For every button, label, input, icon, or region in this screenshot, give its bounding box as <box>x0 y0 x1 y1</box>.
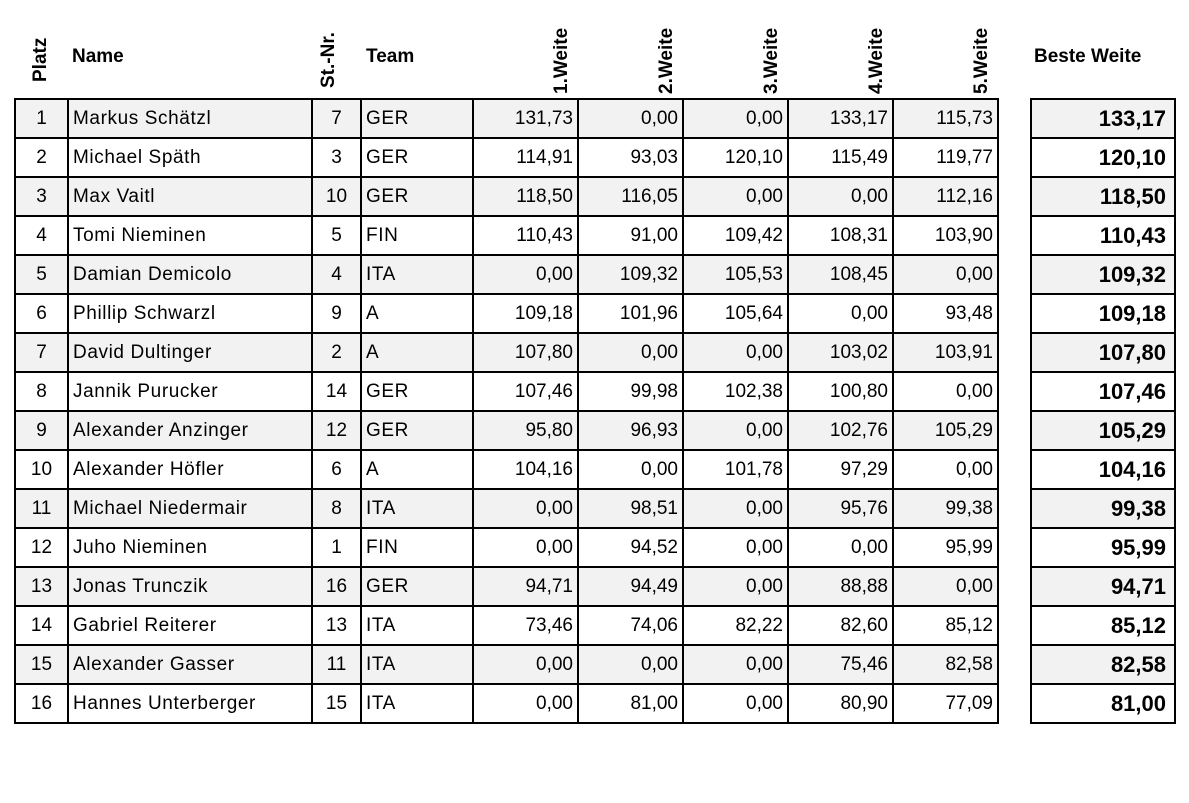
start-number-cell: 13 <box>312 606 361 645</box>
header-weite-3: 3.Weite <box>761 27 782 94</box>
weite-3-cell: 0,00 <box>683 645 788 684</box>
best-weite-cell: 109,18 <box>1031 294 1175 333</box>
weite-4-cell: 0,00 <box>788 528 893 567</box>
start-number-cell: 16 <box>312 567 361 606</box>
name-cell: Max Vaitl <box>68 177 312 216</box>
weite-4-cell: 115,49 <box>788 138 893 177</box>
platz-cell: 7 <box>15 333 68 372</box>
best-row <box>1031 645 1175 684</box>
best-weite-cell: 81,00 <box>1031 684 1175 723</box>
header-team: Team <box>366 46 415 67</box>
header-platz: Platz <box>30 37 51 82</box>
weite-3-cell: 0,00 <box>683 99 788 138</box>
weite-2-cell: 81,00 <box>578 684 683 723</box>
weite-2-cell: 94,49 <box>578 567 683 606</box>
weite-1-cell: 0,00 <box>473 684 578 723</box>
name-cell: Jonas Trunczik <box>68 567 312 606</box>
team-cell: GER <box>361 138 473 177</box>
platz-cell: 12 <box>15 528 68 567</box>
weite-1-cell: 107,80 <box>473 333 578 372</box>
weite-1-cell: 109,18 <box>473 294 578 333</box>
weite-5-cell: 119,77 <box>893 138 998 177</box>
weite-5-cell: 85,12 <box>893 606 998 645</box>
name-cell: Juho Nieminen <box>68 528 312 567</box>
best-weite-cell: 107,80 <box>1031 333 1175 372</box>
weite-4-cell: 0,00 <box>788 177 893 216</box>
weite-4-cell: 88,88 <box>788 567 893 606</box>
best-weite-cell: 110,43 <box>1031 216 1175 255</box>
team-cell: ITA <box>361 645 473 684</box>
start-number-cell: 5 <box>312 216 361 255</box>
platz-cell: 6 <box>15 294 68 333</box>
weite-2-cell: 0,00 <box>578 645 683 684</box>
weite-2-cell: 116,05 <box>578 177 683 216</box>
platz-cell: 4 <box>15 216 68 255</box>
weite-5-cell: 99,38 <box>893 489 998 528</box>
team-cell: GER <box>361 99 473 138</box>
start-number-cell: 3 <box>312 138 361 177</box>
best-weite-cell: 118,50 <box>1031 177 1175 216</box>
weite-4-cell: 97,29 <box>788 450 893 489</box>
weite-3-cell: 0,00 <box>683 528 788 567</box>
best-row <box>1031 216 1175 255</box>
header-weite-4: 4.Weite <box>866 27 887 94</box>
header-weite-2: 2.Weite <box>656 27 677 94</box>
start-number-cell: 11 <box>312 645 361 684</box>
name-cell: Alexander Höfler <box>68 450 312 489</box>
name-cell: David Dultinger <box>68 333 312 372</box>
weite-5-cell: 0,00 <box>893 255 998 294</box>
table-row <box>15 216 998 255</box>
name-cell: Michael Späth <box>68 138 312 177</box>
weite-3-cell: 102,38 <box>683 372 788 411</box>
name-cell: Tomi Nieminen <box>68 216 312 255</box>
name-cell: Michael Niedermair <box>68 489 312 528</box>
team-cell: ITA <box>361 684 473 723</box>
best-row <box>1031 333 1175 372</box>
team-cell: A <box>361 450 473 489</box>
weite-5-cell: 112,16 <box>893 177 998 216</box>
weite-2-cell: 101,96 <box>578 294 683 333</box>
start-number-cell: 8 <box>312 489 361 528</box>
weite-4-cell: 100,80 <box>788 372 893 411</box>
weite-2-cell: 0,00 <box>578 333 683 372</box>
team-cell: FIN <box>361 216 473 255</box>
team-cell: GER <box>361 177 473 216</box>
weite-2-cell: 109,32 <box>578 255 683 294</box>
name-cell: Phillip Schwarzl <box>68 294 312 333</box>
best-weite-table <box>1030 98 1176 724</box>
best-row <box>1031 411 1175 450</box>
weite-5-cell: 105,29 <box>893 411 998 450</box>
best-row <box>1031 567 1175 606</box>
weite-5-cell: 82,58 <box>893 645 998 684</box>
start-number-cell: 6 <box>312 450 361 489</box>
weite-2-cell: 0,00 <box>578 450 683 489</box>
team-cell: GER <box>361 567 473 606</box>
weite-4-cell: 0,00 <box>788 294 893 333</box>
header-name: Name <box>72 46 124 67</box>
table-row <box>15 567 998 606</box>
weite-3-cell: 109,42 <box>683 216 788 255</box>
header-weite-5: 5.Weite <box>971 27 992 94</box>
team-cell: A <box>361 294 473 333</box>
header-best-weite: Beste Weite <box>1034 46 1142 67</box>
table-row <box>15 138 998 177</box>
weite-4-cell: 95,76 <box>788 489 893 528</box>
weite-2-cell: 0,00 <box>578 99 683 138</box>
header-weite-1: 1.Weite <box>551 27 572 94</box>
weite-5-cell: 103,90 <box>893 216 998 255</box>
table-row <box>15 489 998 528</box>
results-table-body <box>15 99 998 723</box>
weite-5-cell: 103,91 <box>893 333 998 372</box>
start-number-cell: 12 <box>312 411 361 450</box>
best-row <box>1031 255 1175 294</box>
weite-1-cell: 118,50 <box>473 177 578 216</box>
platz-cell: 15 <box>15 645 68 684</box>
name-cell: Damian Demicolo <box>68 255 312 294</box>
platz-cell: 14 <box>15 606 68 645</box>
weite-1-cell: 114,91 <box>473 138 578 177</box>
name-cell: Gabriel Reiterer <box>68 606 312 645</box>
weite-1-cell: 0,00 <box>473 645 578 684</box>
weite-5-cell: 0,00 <box>893 567 998 606</box>
team-cell: GER <box>361 372 473 411</box>
weite-1-cell: 0,00 <box>473 489 578 528</box>
weite-1-cell: 94,71 <box>473 567 578 606</box>
team-cell: A <box>361 333 473 372</box>
table-row <box>15 255 998 294</box>
start-number-cell: 1 <box>312 528 361 567</box>
best-row <box>1031 294 1175 333</box>
weite-4-cell: 108,45 <box>788 255 893 294</box>
weite-4-cell: 108,31 <box>788 216 893 255</box>
table-row <box>15 411 998 450</box>
table-row <box>15 372 998 411</box>
weite-4-cell: 133,17 <box>788 99 893 138</box>
weite-1-cell: 0,00 <box>473 528 578 567</box>
best-row <box>1031 99 1175 138</box>
table-row <box>15 177 998 216</box>
best-row <box>1031 489 1175 528</box>
team-cell: ITA <box>361 489 473 528</box>
best-weite-body <box>1031 99 1175 723</box>
weite-1-cell: 95,80 <box>473 411 578 450</box>
best-weite-cell: 95,99 <box>1031 528 1175 567</box>
weite-2-cell: 74,06 <box>578 606 683 645</box>
weite-4-cell: 75,46 <box>788 645 893 684</box>
weite-2-cell: 99,98 <box>578 372 683 411</box>
best-row <box>1031 684 1175 723</box>
weite-3-cell: 0,00 <box>683 567 788 606</box>
platz-cell: 8 <box>15 372 68 411</box>
weite-2-cell: 94,52 <box>578 528 683 567</box>
weite-5-cell: 115,73 <box>893 99 998 138</box>
table-row <box>15 99 998 138</box>
platz-cell: 13 <box>15 567 68 606</box>
table-row <box>15 450 998 489</box>
weite-3-cell: 0,00 <box>683 489 788 528</box>
table-row <box>15 645 998 684</box>
weite-2-cell: 93,03 <box>578 138 683 177</box>
name-cell: Markus Schätzl <box>68 99 312 138</box>
platz-cell: 16 <box>15 684 68 723</box>
start-number-cell: 9 <box>312 294 361 333</box>
table-row <box>15 333 998 372</box>
weite-4-cell: 82,60 <box>788 606 893 645</box>
weite-3-cell: 105,53 <box>683 255 788 294</box>
name-cell: Alexander Gasser <box>68 645 312 684</box>
best-weite-cell: 94,71 <box>1031 567 1175 606</box>
weite-4-cell: 103,02 <box>788 333 893 372</box>
best-row <box>1031 450 1175 489</box>
team-cell: ITA <box>361 606 473 645</box>
best-weite-cell: 85,12 <box>1031 606 1175 645</box>
best-row <box>1031 372 1175 411</box>
best-row <box>1031 177 1175 216</box>
weite-3-cell: 101,78 <box>683 450 788 489</box>
weite-5-cell: 95,99 <box>893 528 998 567</box>
best-weite-cell: 82,58 <box>1031 645 1175 684</box>
team-cell: ITA <box>361 255 473 294</box>
weite-1-cell: 73,46 <box>473 606 578 645</box>
platz-cell: 1 <box>15 99 68 138</box>
best-weite-cell: 120,10 <box>1031 138 1175 177</box>
weite-1-cell: 110,43 <box>473 216 578 255</box>
team-cell: FIN <box>361 528 473 567</box>
best-row <box>1031 138 1175 177</box>
weite-3-cell: 82,22 <box>683 606 788 645</box>
table-row <box>15 294 998 333</box>
start-number-cell: 2 <box>312 333 361 372</box>
name-cell: Hannes Unterberger <box>68 684 312 723</box>
results-table <box>14 98 999 724</box>
weite-1-cell: 131,73 <box>473 99 578 138</box>
weite-4-cell: 102,76 <box>788 411 893 450</box>
best-weite-cell: 99,38 <box>1031 489 1175 528</box>
start-number-cell: 4 <box>312 255 361 294</box>
weite-3-cell: 0,00 <box>683 177 788 216</box>
team-cell: GER <box>361 411 473 450</box>
platz-cell: 11 <box>15 489 68 528</box>
weite-3-cell: 0,00 <box>683 411 788 450</box>
weite-3-cell: 120,10 <box>683 138 788 177</box>
start-number-cell: 10 <box>312 177 361 216</box>
weite-5-cell: 77,09 <box>893 684 998 723</box>
name-cell: Jannik Purucker <box>68 372 312 411</box>
table-row <box>15 606 998 645</box>
weite-3-cell: 0,00 <box>683 684 788 723</box>
platz-cell: 5 <box>15 255 68 294</box>
start-number-cell: 15 <box>312 684 361 723</box>
weite-2-cell: 91,00 <box>578 216 683 255</box>
weite-2-cell: 98,51 <box>578 489 683 528</box>
best-weite-cell: 133,17 <box>1031 99 1175 138</box>
name-cell: Alexander Anzinger <box>68 411 312 450</box>
weite-5-cell: 0,00 <box>893 450 998 489</box>
weite-3-cell: 105,64 <box>683 294 788 333</box>
weite-1-cell: 104,16 <box>473 450 578 489</box>
platz-cell: 2 <box>15 138 68 177</box>
start-number-cell: 7 <box>312 99 361 138</box>
best-weite-cell: 104,16 <box>1031 450 1175 489</box>
best-weite-cell: 105,29 <box>1031 411 1175 450</box>
best-row <box>1031 528 1175 567</box>
weite-3-cell: 0,00 <box>683 333 788 372</box>
platz-cell: 10 <box>15 450 68 489</box>
best-weite-cell: 107,46 <box>1031 372 1175 411</box>
weite-2-cell: 96,93 <box>578 411 683 450</box>
platz-cell: 3 <box>15 177 68 216</box>
best-weite-cell: 109,32 <box>1031 255 1175 294</box>
header-start-number: St.-Nr. <box>318 32 339 88</box>
start-number-cell: 14 <box>312 372 361 411</box>
platz-cell: 9 <box>15 411 68 450</box>
table-row <box>15 684 998 723</box>
weite-1-cell: 107,46 <box>473 372 578 411</box>
weite-1-cell: 0,00 <box>473 255 578 294</box>
best-row <box>1031 606 1175 645</box>
weite-5-cell: 93,48 <box>893 294 998 333</box>
weite-5-cell: 0,00 <box>893 372 998 411</box>
table-row <box>15 528 998 567</box>
weite-4-cell: 80,90 <box>788 684 893 723</box>
